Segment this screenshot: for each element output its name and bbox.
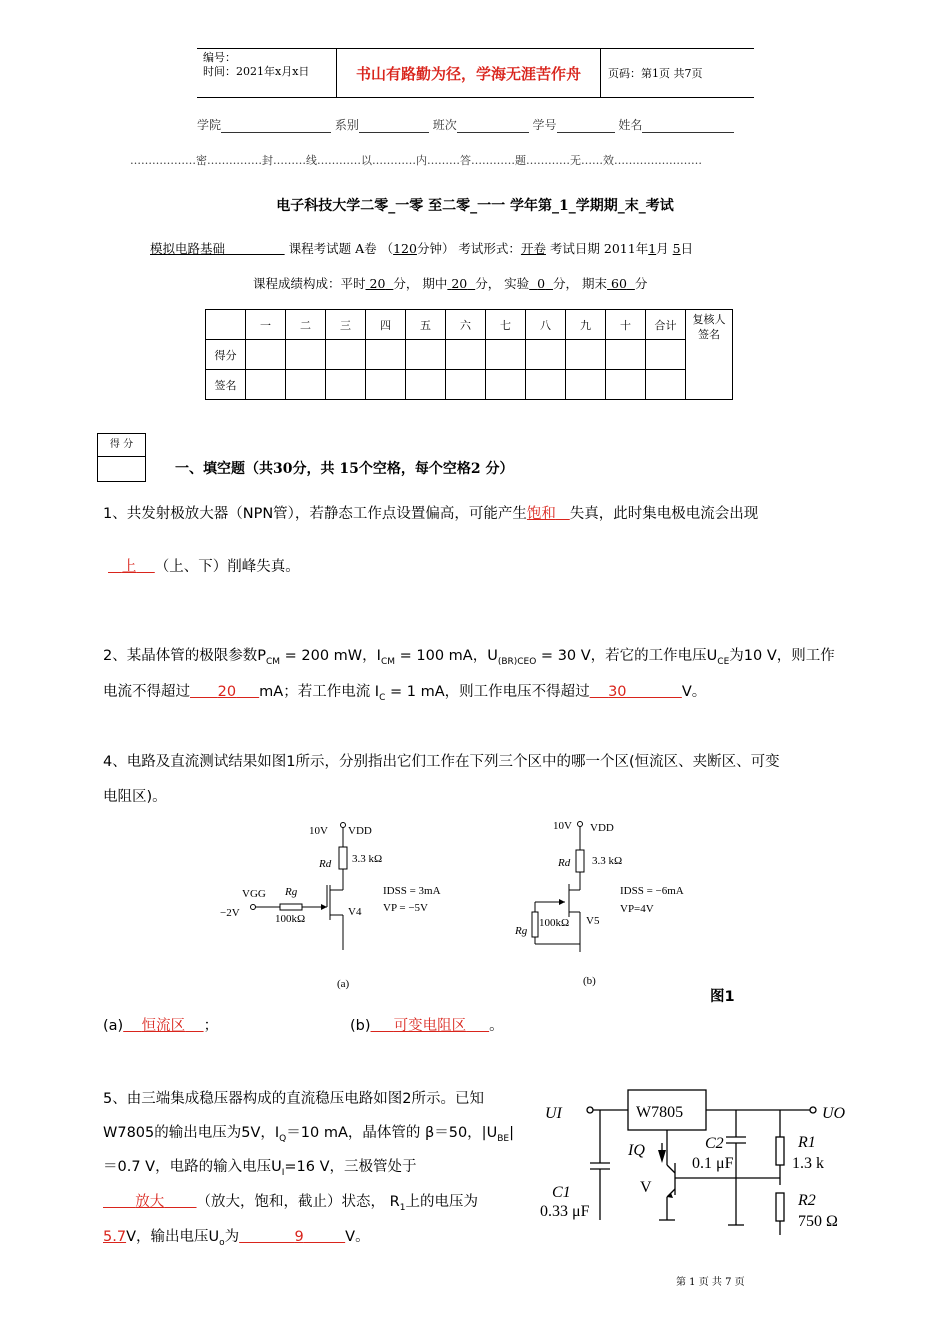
sign-cell[interactable]	[366, 370, 406, 400]
vdd-voltage-b: 10V	[553, 820, 572, 832]
dept-blank[interactable]	[359, 118, 429, 133]
score-table	[205, 309, 733, 400]
mid-value: 20	[451, 276, 468, 291]
score-cell[interactable]	[406, 340, 446, 370]
rg-resistor-b	[532, 912, 538, 937]
q1-line1	[103, 502, 758, 523]
q5-sub-c: o	[219, 1237, 225, 1248]
r1-value: 1.3 k	[792, 1155, 824, 1172]
mid-label: 分， 期中	[393, 276, 448, 291]
exam-form: 开卷	[520, 241, 546, 256]
q5-line2: W7805的输出电压为5V，$I_Q=10$ mA，晶体管的 β＝50，$|U_{BE}|$	[103, 1125, 514, 1144]
header-cell: 二	[286, 310, 326, 340]
header-cell: 七	[486, 310, 526, 340]
vdd-label-b: VDD	[590, 822, 614, 834]
header-cell: 八	[526, 310, 566, 340]
sign-row	[206, 370, 733, 400]
c2-value: 0.1 μF	[692, 1155, 734, 1172]
r1-label: R1	[798, 1134, 816, 1151]
rd-resistor-b	[576, 850, 584, 872]
score-cell[interactable]	[366, 340, 406, 370]
vgg-voltage-a: −2V	[220, 907, 240, 919]
q5-text-d: 为	[224, 1229, 240, 1245]
course-name	[150, 241, 285, 256]
page-footer: 第 1 页 共 7 页	[676, 1277, 745, 1288]
q4-answer-b-text: 可变电阻区	[393, 1018, 467, 1034]
r2-label: R2	[798, 1192, 816, 1209]
header-cell: 六	[446, 310, 486, 340]
score-cell[interactable]	[286, 340, 326, 370]
q5-line3: ＝0.7 V，电路的输入电压$U_I=16$ V，三极管处于	[103, 1159, 417, 1178]
sign-cell[interactable]	[286, 370, 326, 400]
vp-a: VP = −5V	[383, 902, 429, 914]
student-info	[197, 116, 757, 133]
header-cell: 一	[246, 310, 286, 340]
q5-text-c: V，输出电压U	[126, 1229, 220, 1245]
score-cell[interactable]	[646, 340, 686, 370]
q5-text-e: V。	[345, 1229, 370, 1245]
q4-end: 。	[489, 1018, 504, 1034]
q1-answer1-text: 饱和	[526, 506, 556, 522]
r2-value: 750 Ω	[798, 1213, 838, 1230]
row-label: 签名	[206, 370, 246, 400]
sign-cell[interactable]	[486, 370, 526, 400]
final-value: 60	[611, 276, 627, 291]
header-box	[197, 48, 754, 98]
transistor-label-b: V5	[586, 915, 600, 927]
vdd-voltage-a: 10V	[309, 825, 328, 837]
q4-sep: ；	[203, 1018, 219, 1034]
q2-answer1-text: 20	[217, 684, 237, 700]
row-label: 得分	[206, 340, 246, 370]
sign-cell[interactable]	[406, 370, 446, 400]
vgg-label-a: VGG	[242, 888, 266, 900]
circuit-a	[215, 815, 455, 995]
score-cell[interactable]	[606, 340, 646, 370]
vgg-terminal-a	[251, 905, 256, 910]
chip-label: W7805	[636, 1104, 684, 1121]
sign-cell[interactable]	[646, 370, 686, 400]
q5-answer2: 5.7	[103, 1229, 127, 1245]
q5-answer3	[239, 1229, 345, 1245]
regular-value: 20	[369, 276, 386, 291]
reviewer-label-1: 复核人	[692, 313, 726, 326]
figure1-label: 图1	[710, 989, 735, 1005]
rg-value-a: 100kΩ	[275, 913, 306, 925]
rg-value-b: 100kΩ	[539, 917, 570, 929]
r2-resistor	[776, 1193, 784, 1221]
class-label: 班次	[432, 118, 457, 132]
score-cell[interactable]	[246, 340, 286, 370]
ui-label: UI	[545, 1105, 562, 1122]
vdd-label-a: VDD	[348, 825, 372, 837]
rd-value-b: 3.3 kΩ	[592, 855, 623, 867]
q5-line1: 5、由三端集成稳压器构成的直流稳压电路如图2所示。已知	[103, 1091, 484, 1107]
q5-line4	[103, 1190, 478, 1213]
meta-a: 课程考试题 A卷 （	[288, 241, 394, 256]
circuit-fig2	[540, 1085, 860, 1255]
dept-label: 系别	[334, 118, 359, 132]
caption-a: (a)	[337, 978, 350, 990]
circuit-b	[505, 812, 705, 992]
reviewer-label-2: 签名	[698, 328, 720, 341]
q2-text-c: = 1 mA，则工作电压不得超过	[385, 684, 590, 700]
mid-score	[447, 276, 475, 291]
score-cell[interactable]	[446, 340, 486, 370]
meta-e: 日	[680, 241, 694, 256]
duration: 120	[393, 241, 417, 256]
score-row	[206, 340, 733, 370]
q5-line5	[103, 1225, 370, 1248]
corner-cell	[206, 310, 246, 340]
c1-label: C1	[552, 1184, 571, 1201]
score-cell[interactable]	[486, 340, 526, 370]
idss-a: IDSS = 3mA	[383, 885, 441, 897]
rg-resistor-a	[280, 904, 302, 910]
vp-b: VP=4V	[620, 903, 654, 915]
q4-answer-a-text: 恒流区	[141, 1018, 186, 1034]
c1-value: 0.33 μF	[540, 1203, 590, 1220]
reviewer-cell[interactable]	[686, 310, 733, 400]
sign-cell[interactable]	[606, 370, 646, 400]
header-left	[197, 49, 337, 97]
rd-value-a: 3.3 kΩ	[352, 853, 383, 865]
meta-d: 月	[656, 241, 673, 256]
q4-answers-b	[350, 1014, 504, 1035]
transistor-v-label: V	[640, 1179, 652, 1196]
motto: 书山有路勤为径，学海无涯苦作舟	[337, 49, 601, 97]
q1-text-c: （上、下）削峰失真。	[154, 559, 300, 575]
q4-b-label: (b)	[350, 1018, 371, 1034]
header-cell: 九	[566, 310, 606, 340]
composition-label: 课程成绩构成：平时	[253, 276, 366, 291]
q2-text-b: mA；若工作电流 I	[259, 684, 380, 700]
idss-b: IDSS = −6mA	[620, 885, 684, 897]
sign-cell[interactable]	[566, 370, 606, 400]
sign-cell[interactable]	[326, 370, 366, 400]
q5-sub-a: 1	[399, 1202, 406, 1213]
score-cell[interactable]	[526, 340, 566, 370]
q5-text-a: （放大，饱和，截止）状态， R	[196, 1194, 400, 1210]
caption-b: (b)	[583, 975, 596, 987]
q1-text-b: 失真，此时集电极电流会出现	[569, 506, 759, 522]
final-label: 分， 期末	[553, 276, 608, 291]
college-label: 学院	[197, 118, 222, 132]
q2-answer2	[590, 684, 682, 700]
seal-line: ………………密……………封………线…………以…………内………答…………题…………无……效……………………	[130, 154, 702, 167]
exam-title: 电子科技大学二零_一零 至二零_一一 学年第_1_学期期_末_考试	[276, 198, 674, 214]
class-blank[interactable]	[457, 118, 529, 133]
exam-month: 1	[648, 241, 657, 256]
exam-meta	[150, 239, 693, 257]
r1-resistor	[776, 1137, 784, 1165]
rg-label-a: Rg	[285, 886, 298, 898]
header-cell: 三	[326, 310, 366, 340]
q2-line2	[103, 680, 706, 703]
meta-c: 考试日期 2011年	[545, 241, 649, 256]
lab-value: 0	[537, 276, 546, 291]
course-text: 模拟电路基础	[150, 241, 226, 256]
number-label: 编号：	[203, 51, 236, 64]
header-cell: 四	[366, 310, 406, 340]
sign-cell[interactable]	[446, 370, 486, 400]
q5-answer3-text: 9	[294, 1229, 304, 1245]
q2-answer1	[190, 684, 259, 700]
q2-sub-c: C	[379, 692, 386, 703]
lab-score	[529, 276, 553, 291]
time-label: 时间：2021年x月x日	[203, 65, 310, 78]
rd-label-b: Rd	[558, 857, 571, 869]
q2-line1: 2、某晶体管的极限参数$P_{CM} = 200$ mW，$I_{CM} = 100$ mA，$U_{(BR)CEO} = 30$ V，若它的工作电压$U_{CE}$为10 V，则工作	[103, 648, 835, 667]
rd-label-a: Rd	[319, 858, 332, 870]
rg-label-b: Rg	[515, 925, 528, 937]
sign-cell[interactable]	[526, 370, 566, 400]
regular-score	[366, 276, 394, 291]
q4-answer-b	[371, 1018, 490, 1034]
uo-label: UO	[822, 1105, 846, 1122]
q1-line2	[108, 555, 300, 576]
lab-label: 分， 实验	[475, 276, 530, 291]
vdd-terminal-a	[341, 823, 346, 828]
q2-text-d: V。	[681, 684, 707, 700]
id-label: 学号	[532, 118, 557, 132]
q2-text-a: 电流不得超过	[103, 684, 190, 700]
q5-answer1	[103, 1194, 197, 1210]
name-blank[interactable]	[642, 118, 734, 133]
grade-composition	[253, 274, 647, 292]
exam-day: 5	[672, 241, 681, 256]
id-blank[interactable]	[557, 118, 615, 133]
q2-answer2-text: 30	[608, 684, 627, 700]
q4-line1: 4、电路及直流测试结果如图1所示，分别指出它们工作在下列三个区中的哪一个区(恒流区、夹断区、可变	[103, 754, 780, 770]
header-cell: 五	[406, 310, 446, 340]
fen-label: 分	[634, 276, 648, 291]
name-label: 姓名	[618, 118, 643, 132]
ui-terminal	[587, 1107, 593, 1113]
q4-answer-a	[123, 1018, 203, 1034]
q1-answer1	[527, 506, 570, 522]
score-cell[interactable]	[326, 340, 366, 370]
q1-answer2	[108, 559, 155, 575]
vdd-terminal-b	[578, 822, 583, 827]
q5-answer1-text: 放大	[135, 1194, 165, 1210]
score-header-row	[206, 310, 733, 340]
meta-b: 分钟） 考试形式：	[416, 241, 521, 256]
score-cell[interactable]	[566, 340, 606, 370]
header-cell: 十	[606, 310, 646, 340]
q4-a-label: (a)	[103, 1018, 124, 1034]
q4-answers	[103, 1014, 218, 1035]
q1-answer2-text: 上	[121, 559, 137, 575]
section-score-box[interactable]	[97, 433, 146, 482]
rd-resistor-a	[339, 847, 347, 869]
section-score-label: 得 分	[98, 434, 145, 457]
sign-cell[interactable]	[246, 370, 286, 400]
college-blank[interactable]	[221, 118, 331, 133]
q5-text-b: 上的电压为	[405, 1194, 478, 1210]
section1-title: 一、填空题（共30分，共 15个空格，每个空格2 分）	[175, 461, 514, 477]
iq-label: IQ	[628, 1142, 645, 1159]
q4-line2: 电阻区)。	[103, 789, 167, 805]
header-cell: 合计	[646, 310, 686, 340]
q1-text-a: 1、共发射极放大器（NPN管），若静态工作点设置偏高，可能产生	[103, 506, 527, 522]
final-score	[607, 276, 635, 291]
transistor-label-a: V4	[348, 906, 362, 918]
c2-label: C2	[705, 1135, 724, 1152]
page-info: 页码：第1页 共7页	[608, 67, 703, 80]
uo-terminal	[810, 1107, 816, 1113]
